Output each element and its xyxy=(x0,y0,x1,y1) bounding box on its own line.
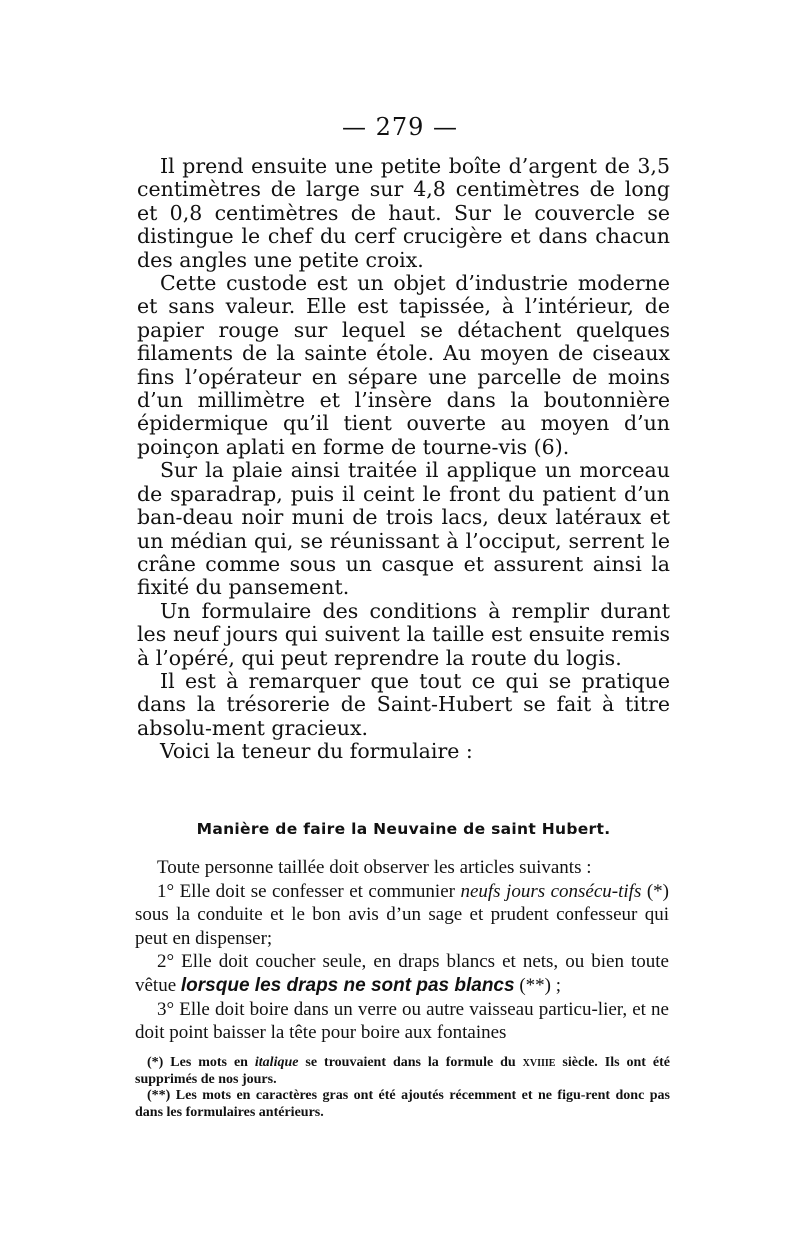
formula-intro: Toute personne taillée doit observer les articles suivants : xyxy=(157,857,592,878)
footnotes xyxy=(135,1055,670,1121)
footnote-1 xyxy=(135,1055,670,1088)
paragraph: Sur la plaie ainsi traitée il applique un morceau de sparadrap, puis il ceint le front du patient d’un ban-deau noir muni de trois lacs, deux latéraux et un médian qui, se réunissant à l’occiput, serrent le crâne comme sous un casque et assurent ainsi la fixité du pansement. xyxy=(137,458,670,600)
paragraph: Cette custode est un objet d’industrie moderne et sans valeur. Elle est tapissée, à l’intérieur, de papier rouge sur lequel se détachent quelques filaments de la sainte étole. Au moyen de ciseaux fins l’opérateur en sépare une parcelle de moins d’un millimètre et l’insère dans la boutonnière épidermique qu’il tient ouverte au moyen d’un poinçon aplati en forme de tourne-vis (6). xyxy=(137,271,670,459)
footnote-1-italic: italique xyxy=(254,1055,299,1070)
footnote-1-century: xviiie xyxy=(522,1055,556,1070)
formula-text xyxy=(135,856,669,1045)
paragraph: Un formulaire des conditions à remplir durant les neuf jours qui suivent la taille est ensuite remis à l’opéré, qui peut reprendre la route du logis. xyxy=(137,598,670,670)
footnote-1-start: (*) Les mots en xyxy=(147,1055,255,1070)
paragraph: Il prend ensuite une petite boîte d’argent de 3,5 centimètres de large sur 4,8 centimètres de long et 0,8 centimètres de haut. Sur le couvercle se distingue le chef du cerf crucigère et dans chacun des angles une petite croix. xyxy=(137,154,670,272)
formula-article-1 xyxy=(135,880,669,951)
paragraph: Il est à remarquer que tout ce qui se pratique dans la trésorerie de Saint-Hubert se fait à titre absolu-ment gracieux. xyxy=(137,668,670,740)
formula-heading: Manière de faire la Neuvaine de saint Hubert. xyxy=(196,820,611,838)
article-2-bold: lorsque les draps ne sont pas blancs xyxy=(180,974,515,996)
formula-article-3: 3° Elle doit boire dans un verre ou autre vaisseau particu-lier, et ne doit point baisser la tête pour boire aux fontaines xyxy=(135,998,669,1044)
body-text xyxy=(137,155,670,764)
footnote-1-middle: se trouvaient dans la formule du xyxy=(298,1055,523,1070)
formula-article-2 xyxy=(135,950,669,997)
article-1-end: (*) sous la conduite et le bon avis d’un sage et prudent confesseur qui peut en dispenser; xyxy=(135,880,669,949)
footnote-1-end: siècle. Ils ont été supprimés de nos jours. xyxy=(135,1055,670,1087)
article-2-start: 2° Elle doit coucher seule, en draps blancs et nets, ou bien toute vêtue xyxy=(135,951,669,996)
paragraph: Voici la teneur du formulaire : xyxy=(160,739,473,764)
footnote-2: (**) Les mots en caractères gras ont été ajoutés récemment et ne figu-rent donc pas dans les formulaires antérieurs. xyxy=(135,1088,670,1120)
article-1-italic: neufs jours consécu-tifs xyxy=(460,880,642,902)
article-2-end: (**) ; xyxy=(514,974,562,996)
page-number: — 279 — xyxy=(341,113,459,141)
article-1-start: 1° Elle doit se confesser et communier xyxy=(157,880,461,902)
